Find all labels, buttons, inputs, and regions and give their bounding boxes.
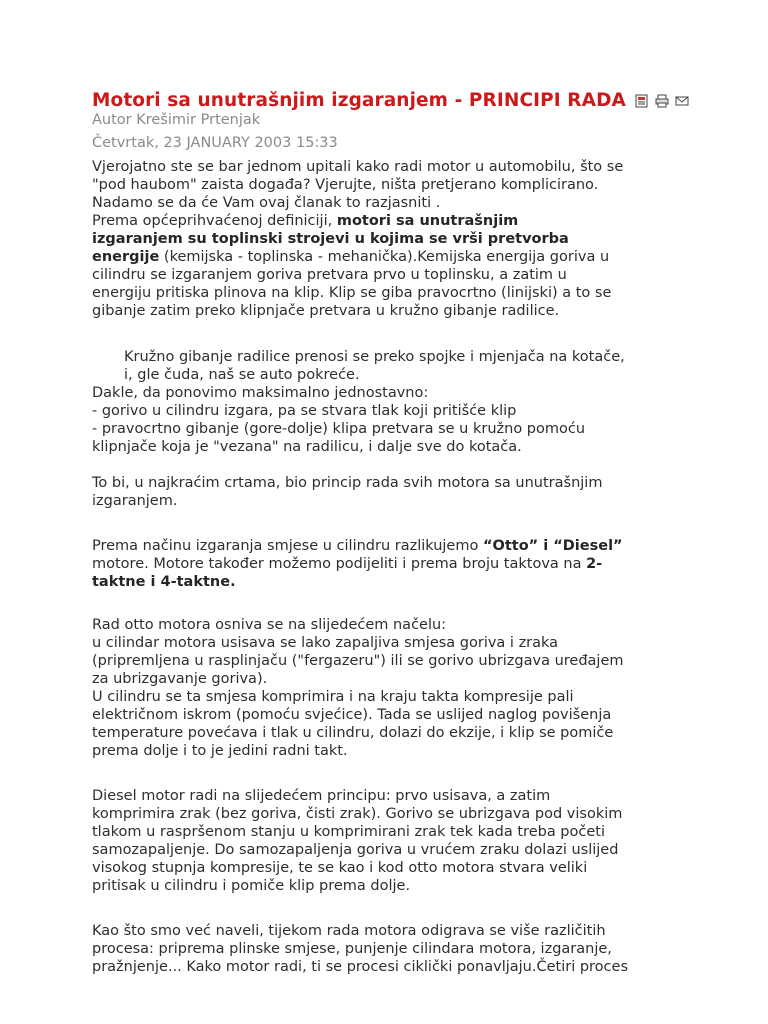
text-line: "pod haubom" zaista događa? Vjerujte, ništa pretjerano komplicirano. [92, 177, 599, 193]
text-line: energiju pritiska plinova na klip. Klip se giba pravocrtno (linijski) a to se [92, 285, 612, 301]
title-row [92, 90, 690, 112]
text-line: Rad otto motora osniva se na slijedećem načelu: [92, 617, 447, 633]
text-line: U cilindru se ta smjesa komprimira i na kraju takta kompresije pali [92, 689, 574, 705]
bold-text: 2- [586, 556, 603, 572]
text-run: Prema načinu izgaranja smjese u cilindru razlikujemo [92, 538, 483, 554]
text-line: prema dolje i to je jedini radni takt. [92, 743, 348, 759]
article-title: Motori sa unutrašnjim izgaranjem - PRINCIPI RADA [92, 90, 626, 111]
text-line: Vjerojatno ste se bar jednom upitali kako radi motor u automobilu, što se [92, 159, 624, 175]
list-item: - pravocrtno gibanje (gore-dolje) klipa pretvara se u kružno pomoću [92, 421, 586, 437]
text-line: komprimira zrak (bez goriva, čisti zrak). Gorivo se ubrizgava pod visokim [92, 806, 623, 822]
text-run: (kemijska - toplinska - mehanička).Kemijska energija goriva u [159, 249, 610, 265]
paragraph-otto [92, 616, 692, 760]
text-line: klipnjače koja je "vezana" na radilicu, i dalje sve do kotača. [92, 439, 522, 455]
text-line: izgaranjem. [92, 493, 178, 509]
paragraph-diesel [92, 787, 692, 895]
paragraph-types [92, 537, 692, 591]
text-run: Prema općeprihvaćenoj definiciji, [92, 213, 337, 229]
text-line: To bi, u najkraćim crtama, bio princip rada svih motora sa unutrašnjim [92, 475, 603, 491]
text-line: Diesel motor radi na slijedećem principu: prvo usisava, a zatim [92, 788, 551, 804]
paragraph-intro [92, 158, 692, 212]
text-line: Nadamo se da će Vam ovaj članak to razjasniti . [92, 195, 441, 211]
article-date: Četvrtak, 23 JANUARY 2003 15:33 [92, 135, 338, 151]
bold-text: “Otto” i “Diesel” [482, 538, 623, 554]
text-line: Dakle, da ponovimo maksimalno jednostavno: [92, 385, 429, 401]
text-line: tlakom u raspršenom stanju u komprimirani zrak tek kada treba početi [92, 824, 605, 840]
article-author: Autor Krešimir Prtenjak [92, 112, 261, 128]
bold-text: motori sa unutrašnjim [336, 213, 519, 229]
text-line: procesa: priprema plinske smjese, punjenje cilindara motora, izgaranje, [92, 941, 612, 957]
paragraph-definition [92, 212, 692, 320]
text-line: samozapaljenje. Do samozapaljenja goriva u vrućem zraku dolazi uslijed [92, 842, 619, 858]
text-line: u cilindar motora usisava se lako zapaljiva smjesa goriva i zraka [92, 635, 559, 651]
text-line: gibanje zatim preko klipnjače pretvara u kružno gibanje radilice. [92, 303, 560, 319]
bold-text: taktne i 4-taktne. [92, 574, 236, 590]
text-run: motore. Motore također možemo podijeliti i prema broju taktova na [92, 556, 587, 572]
list-item: - gorivo u cilindru izgara, pa se stvara tlak koji pritišće klip [92, 403, 517, 419]
bold-text: izgaranjem su toplinski strojevi u kojima se vrši pretvorba [92, 231, 569, 247]
text-line: pražnjenje... Kako motor radi, ti se procesi ciklički ponavljaju.Četiri proces [92, 959, 628, 975]
text-line: visokog stupnja kompresije, te se kao i kod otto motora stvara veliki [92, 860, 588, 876]
paragraph-crankshaft [92, 348, 692, 456]
text-line: za ubrizgavanje goriva). [92, 671, 268, 687]
text-line: električnom iskrom (pomoću svjećice). Tada se uslijed naglog povišenja [92, 707, 612, 723]
paragraph-summary [92, 474, 692, 510]
paragraph-processes [92, 922, 692, 976]
text-line: pritisak u cilindru i pomiče klip prema dolje. [92, 878, 411, 894]
text-line: cilindru se izgaranjem goriva pretvara prvo u toplinsku, a zatim u [92, 267, 567, 283]
email-icon[interactable] [675, 93, 689, 112]
print-icon[interactable] [655, 93, 669, 112]
bold-text: energije [92, 249, 160, 265]
text-line: temperature povećava i tlak u cilindru, dolazi do ekzije, i klip se pomiče [92, 725, 614, 741]
pdf-icon[interactable] [635, 93, 649, 112]
text-line: Kao što smo već naveli, tijekom rada motora odigrava se više različitih [92, 923, 606, 939]
text-line: Kružno gibanje radilice prenosi se preko spojke i mjenjača na kotače, [124, 349, 625, 365]
text-line: (pripremljena u rasplinjaču ("fergazeru") ili se gorivo ubrizgava uređajem [92, 653, 624, 669]
article-tools [635, 93, 690, 112]
text-line: i, gle čuda, naš se auto pokreće. [124, 367, 360, 383]
